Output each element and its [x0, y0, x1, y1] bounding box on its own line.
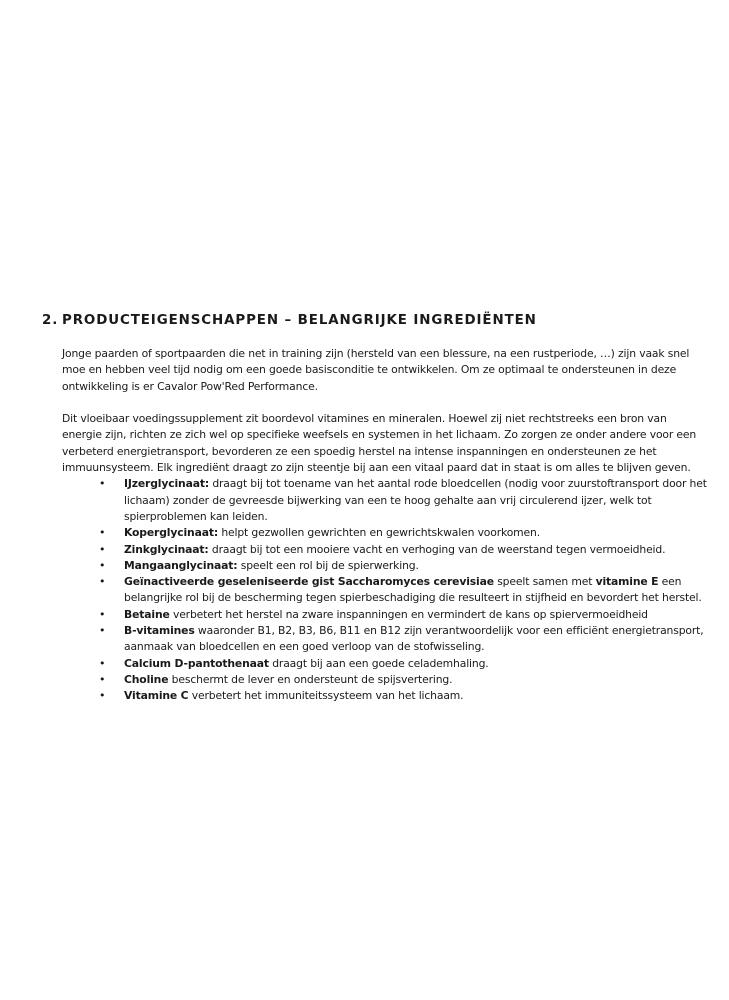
list-item — [99, 574, 708, 607]
ingredient-name: IJzerglycinaat: — [124, 477, 210, 491]
list-item — [99, 525, 708, 541]
bullet-icon: • — [99, 542, 106, 556]
bullet-icon: • — [99, 624, 106, 638]
bullet-icon: • — [99, 526, 106, 540]
intro-paragraph: Jonge paarden of sportpaarden die net in training zijn (hersteld van een blessure, na een rustperiode, …) zijn vaak snel moe en hebben veel tijd nodig om een goede basisconditie te ontwikkelen. Om ze optimaal te ondersteunen in deze ontwikkeling is er Cavalor Pow'Red Performance. — [62, 347, 690, 393]
bullet-icon: • — [99, 689, 106, 703]
section-body — [62, 346, 708, 705]
ingredient-description: beschermt de lever en ondersteunt de spijsvertering. — [168, 672, 453, 686]
ingredient-description: helpt gezwollen gewrichten en gewrichtskwalen voorkomen. — [218, 526, 541, 540]
list-item — [99, 672, 708, 688]
bullet-icon: • — [99, 672, 106, 686]
ingredient-name: Vitamine C — [124, 689, 189, 703]
ingredient-description: draagt bij aan een goede celademhaling. — [268, 656, 489, 670]
ingredient-name-secondary: vitamine E — [595, 575, 659, 589]
ingredient-list — [62, 476, 708, 704]
bullet-icon: • — [99, 558, 106, 572]
list-item — [99, 656, 708, 672]
section-heading — [42, 313, 708, 329]
list-item — [99, 607, 708, 623]
list-item — [99, 542, 708, 558]
list-item — [99, 558, 708, 574]
ingredient-description: draagt bij tot een mooiere vacht en verhoging van de weerstand tegen vermoeidheid. — [208, 542, 666, 556]
bullet-icon: • — [99, 477, 106, 491]
ingredient-description: speelt samen met — [493, 575, 596, 589]
ingredient-description: waaronder B1, B2, B3, B6, B11 en B12 zijn verantwoordelijk voor een efficiënt energietransport, aanmaak van bloedcellen en een goed verloop van de stofwisseling. — [124, 624, 704, 654]
list-item — [99, 476, 708, 525]
supplement-paragraph: Dit vloeibaar voedingssupplement zit boordevol vitamines en mineralen. Hoewel zij niet rechtstreeks een bron van energie zijn, richten ze zich wel op specifieke weefsels en systemen in het lichaam. Zo zorgen ze onder andere voor een verbeterd energietransport, bevorderen ze een spoedig herstel na intense inspanningen en ondersteunen ze het immuunsysteem. Elk ingrediënt draagt zo zijn steentje bij aan een vitaal paard dat in staat is om alles te blijven geven. — [62, 412, 697, 475]
ingredient-name: Choline — [124, 672, 169, 686]
ingredient-description-continued: een belangrijke rol bij de bescherming tegen spierbeschadiging die resulteert in stijfheid en bevordert het herstel. — [124, 575, 702, 605]
ingredient-description: verbetert het immuniteitssysteem van het lichaam. — [188, 689, 464, 703]
list-item — [99, 623, 708, 656]
ingredient-description: verbetert het herstel na zware inspanningen en vermindert de kans op spiervermoeidheid — [169, 607, 648, 621]
section-product-properties — [42, 313, 708, 705]
ingredient-description: speelt een rol bij de spierwerking. — [237, 558, 419, 572]
ingredient-name: B-vitamines — [124, 624, 195, 638]
bullet-icon: • — [99, 656, 106, 670]
ingredient-description: draagt bij tot toename van het aantal rode bloedcellen (nodig voor zuurstoftransport door het lichaam) zonder de gevreesde bijwerking van een te hoog gehalte aan vrij circulerend ijzer, welk tot spierproblemen kan leiden. — [124, 477, 707, 523]
section-number: 2. — [42, 313, 59, 328]
ingredient-name: Koperglycinaat: — [124, 526, 219, 540]
ingredient-name: Mangaanglycinaat: — [124, 558, 238, 572]
list-item — [99, 688, 708, 704]
ingredient-name: Calcium D-pantothenaat — [124, 656, 269, 670]
section-title: PRODUCTEIGENSCHAPPEN – BELANGRIJKE INGREDIËNTEN — [62, 313, 537, 328]
bullet-icon: • — [99, 575, 106, 589]
ingredient-name: Betaine — [124, 607, 170, 621]
ingredient-name: Geïnactiveerde geseleniseerde gist Saccharomyces cerevisiae — [124, 575, 494, 589]
bullet-icon: • — [99, 607, 106, 621]
ingredient-name: Zinkglycinaat: — [124, 542, 209, 556]
